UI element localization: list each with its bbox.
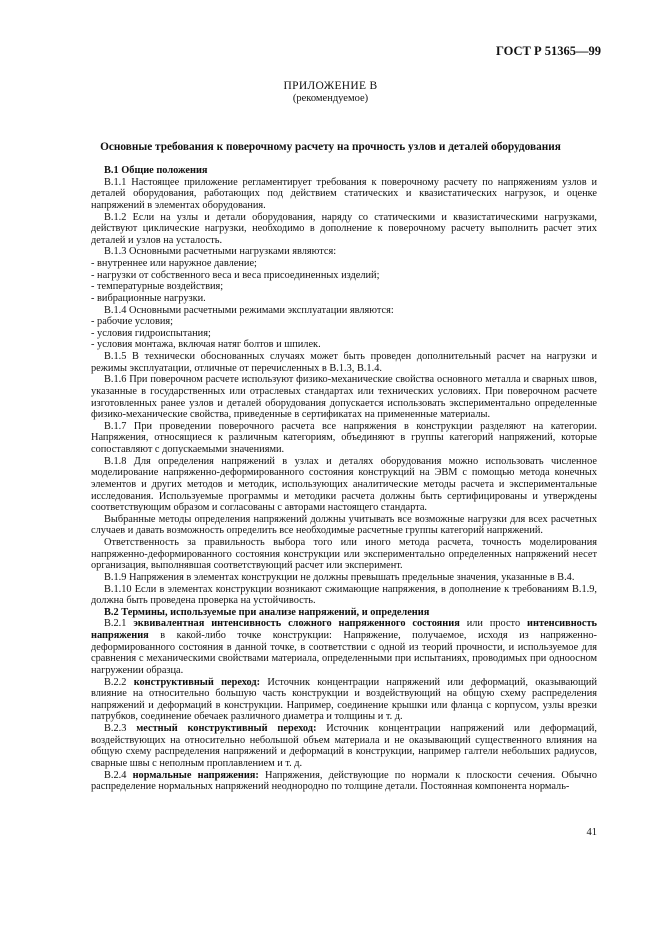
paragraph: В.1.4 Основными расчетными режимами эксплуатации являются: bbox=[104, 304, 394, 316]
list-item: - условия монтажа, включая натяг болтов и шпилек. bbox=[91, 339, 321, 351]
list-item: - рабочие условия; bbox=[91, 316, 174, 328]
section-heading: В.1 Общие положения bbox=[104, 165, 208, 176]
term-number: В.2.1 bbox=[104, 618, 127, 630]
appendix-subtitle: (рекомендуемое) bbox=[292, 93, 369, 104]
term-name: местный конструктивный переход: bbox=[136, 723, 317, 734]
paragraph: В.1.6 При поверочном расчете используют физико-механические свойства основного металла и сварных швов, указанные в государственных или отраслевых стандартах или технических условиях. При поверочном расчете изготовленных ранее узлов и деталей оборудования допускается использовать экспериментально определенные физико-механические свойства, приведенные в сертификатах на примененные материалы. bbox=[91, 374, 597, 421]
term-definition bbox=[91, 723, 597, 770]
term-text: Источник концентрации напряжений или деформаций, оказывающий влияние на относительно большую часть конструкции и воздействующий на общую схему распределения напряжений и деформаций в конструкции. Например, соединение крышки или фланца с корпусом, узлы врезки патрубков, соединение обечаек различного диаметра и толщины и т. д. bbox=[91, 676, 597, 723]
term-name: эквивалентная интенсивность сложного напряженного состояния bbox=[133, 618, 460, 630]
list-item: - условия гидроиспытания; bbox=[91, 327, 211, 339]
term-definition bbox=[91, 618, 597, 676]
paragraph: В.1.10 Если в элементах конструкции возникают сжимающие напряжения, в дополнение к требованиям В.1.9, должна быть проведена проверка на устойчивость. bbox=[91, 583, 597, 607]
list-item: - внутреннее или наружное давление; bbox=[91, 258, 257, 269]
paragraph: Выбранные методы определения напряжений должны учитывать все возможные нагрузки для всех расчетных случаев и давать возможность определить все необходимые расчетные группы категорий напряжений. bbox=[91, 513, 597, 537]
term-text: в какой-либо точке конструкции: Напряжение, получаемое, исходя из напряженно-деформированного состояния в данной точке, в соответствии с одной из теорий прочности, и используемое для сравнения с механическими свойствами материала, определенными при испытаниях, проводимых при одноосном нагружении образца. bbox=[91, 630, 597, 676]
document-title: Основные требования к поверочному расчету на прочность узлов и деталей оборудования bbox=[100, 141, 561, 153]
term-text: Источник концентрации напряжений или деформаций, воздействующих на относительно небольшой объем материала и не оказывающий существенного влияния на общую схему распределения напряжений и деформаций в конструкции, например галтели небольших радиусов, сварные швы с неполным проплавлением и т. д. bbox=[91, 723, 597, 769]
list-item: - нагрузки от собственного веса и веса присоединенных изделий; bbox=[91, 269, 380, 281]
paragraph: В.1.3 Основными расчетными нагрузками являются: bbox=[104, 246, 337, 258]
appendix-title: ПРИЛОЖЕНИЕ В bbox=[283, 80, 378, 92]
document-body bbox=[91, 165, 597, 793]
term-name-alt: интенсивность напряжения bbox=[91, 618, 597, 641]
paragraph: В.1.5 В технически обоснованных случаях может быть проведен дополнительный расчет на нагрузки и режимы эксплуатации, отличные от перечисленных в В.1.3, В.1.4. bbox=[91, 351, 597, 374]
standard-number: ГОСТ Р 51365—99 bbox=[495, 44, 601, 58]
term-definition bbox=[91, 770, 597, 793]
term-number: В.2.2 bbox=[104, 676, 127, 688]
paragraph: В.1.8 Для определения напряжений в узлах и деталях оборудования можно использовать численное моделирование напряженно-деформированного состояния конструкций на ЭВМ с помощью метода конечных элементов и других методов и методик, использующих аналитические методы расчета и экспериментальные исследования. Используемые программы и методики расчета должны быть сертифицированы и утверждены соответствующим образом и согласованы с авторами настоящего стандарта. bbox=[91, 455, 597, 514]
paragraph: В.1.1 Настоящее приложение регламентирует требования к поверочному расчету по напряжениям узлов и деталей оборудования, работающих под действием статических и квазистатических нагрузок, и оценке напряжений в элементах оборудования. bbox=[91, 176, 597, 211]
paragraph: Ответственность за правильность выбора того или иного метода расчета, точность моделирования напряженно-деформированного состояния конструкции или экспериментально определенных напряжений несет организация, выполнявшая соответствующий расчет или эксперимент. bbox=[91, 537, 597, 572]
section-heading: В.2 Термины, используемые при анализе напряжений, и определения bbox=[104, 606, 430, 618]
term-number: В.2.4 bbox=[104, 769, 127, 781]
paragraph: В.1.9 Напряжения в элементах конструкции не должны превышать предельные значения, указанные в В.4. bbox=[104, 571, 575, 583]
paragraph: В.1.2 Если на узлы и детали оборудования, наряду со статическими и квазистатическими нагрузками, действуют циклические нагрузки, необходимо в дополнение к поверочному расчету выполнить расчет этих деталей и узлов на усталость. bbox=[91, 211, 597, 246]
list-item: - температурные воздействия; bbox=[91, 281, 224, 293]
list-item: - вибрационные нагрузки. bbox=[91, 292, 206, 304]
term-text: Напряжения, действующие по нормали к плоскости сечения. Обычно распределение нормальных напряжений неоднородно по толщине детали. Постоянная компонента нормаль- bbox=[91, 769, 598, 793]
term-connector: или просто bbox=[459, 618, 528, 630]
term-definition bbox=[91, 677, 597, 724]
term-name: конструктивный переход: bbox=[133, 676, 261, 688]
term-number: В.2.3 bbox=[104, 723, 127, 734]
paragraph: В.1.7 При проведении поверочного расчета все напряжения в конструкции разделяют на категории. Напряжения, относящиеся к различным категориям, объединяют в группы категорий напряжений, которые сопоставляют с допускаемыми значениями. bbox=[91, 420, 597, 455]
term-name: нормальные напряжения: bbox=[132, 769, 259, 781]
page-number: 41 bbox=[586, 827, 597, 838]
